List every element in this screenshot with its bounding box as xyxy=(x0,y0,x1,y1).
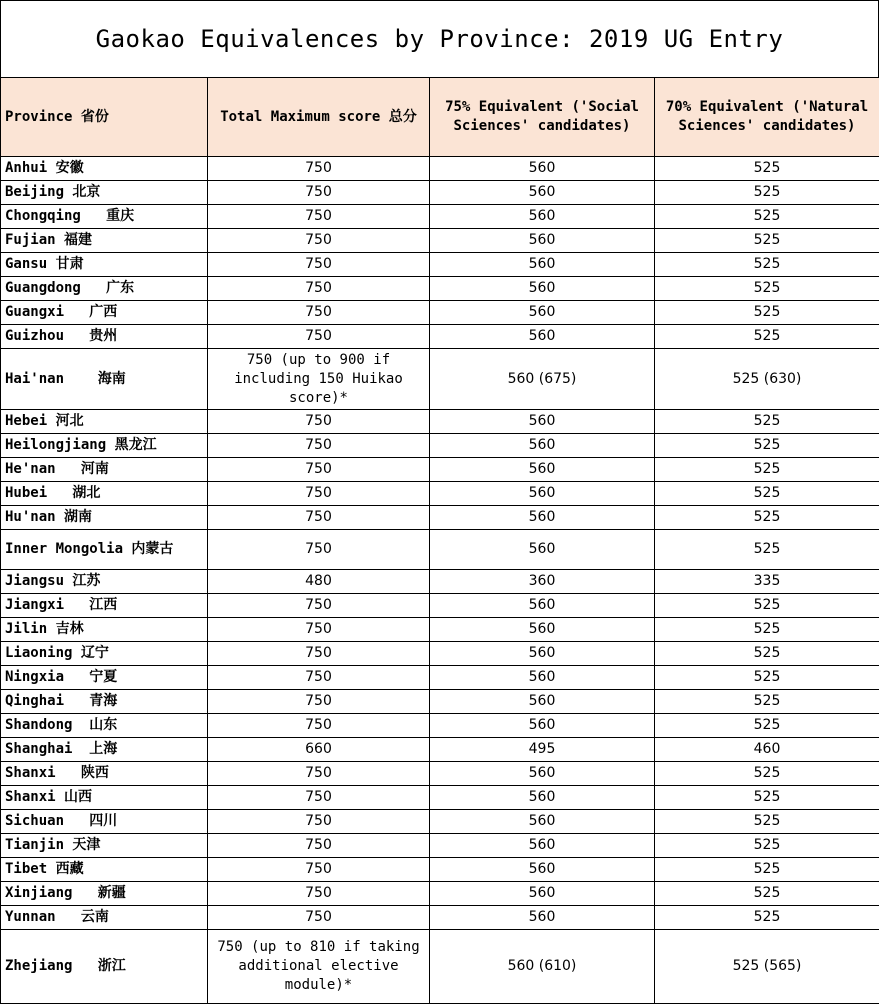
province-cell: Hebei 河北 xyxy=(1,410,208,434)
total-cell: 750 xyxy=(208,530,430,570)
pct75-cell: 560 xyxy=(430,325,655,349)
pct75-cell: 560 xyxy=(430,762,655,786)
province-cell: Liaoning 辽宁 xyxy=(1,642,208,666)
total-cell: 750 xyxy=(208,229,430,253)
province-cell: Shanghai 上海 xyxy=(1,738,208,762)
pct75-cell: 560 xyxy=(430,882,655,906)
table-row xyxy=(1,157,879,181)
table-row xyxy=(1,594,879,618)
pct70-cell: 525 xyxy=(655,253,879,277)
header-row xyxy=(1,78,879,157)
pct75-cell: 560 xyxy=(430,482,655,506)
total-cell: 750 xyxy=(208,325,430,349)
pct70-cell: 525 xyxy=(655,786,879,810)
province-cell: He'nan 河南 xyxy=(1,458,208,482)
table-row xyxy=(1,325,879,349)
total-cell: 750 xyxy=(208,810,430,834)
pct70-cell: 525 xyxy=(655,642,879,666)
table-row xyxy=(1,762,879,786)
pct70-cell: 525 xyxy=(655,858,879,882)
table-row xyxy=(1,786,879,810)
pct70-cell: 525 xyxy=(655,325,879,349)
pct75-cell: 560 xyxy=(430,301,655,325)
table-row xyxy=(1,181,879,205)
total-cell: 750 xyxy=(208,434,430,458)
total-cell: 750 xyxy=(208,594,430,618)
pct70-cell: 525 xyxy=(655,530,879,570)
table-row xyxy=(1,482,879,506)
total-cell: 750 xyxy=(208,482,430,506)
pct70-cell: 525 xyxy=(655,482,879,506)
pct70-cell: 525 xyxy=(655,434,879,458)
pct75-cell: 560 xyxy=(430,229,655,253)
total-cell: 750 xyxy=(208,762,430,786)
province-cell: Sichuan 四川 xyxy=(1,810,208,834)
province-cell: Shandong 山东 xyxy=(1,714,208,738)
pct75-cell: 560 xyxy=(430,618,655,642)
province-cell: Yunnan 云南 xyxy=(1,906,208,930)
province-cell: Ningxia 宁夏 xyxy=(1,666,208,690)
table-row xyxy=(1,458,879,482)
total-cell: 750 xyxy=(208,205,430,229)
total-cell: 750 xyxy=(208,181,430,205)
pct70-cell: 525 xyxy=(655,594,879,618)
pct75-cell: 560 xyxy=(430,858,655,882)
table-row xyxy=(1,506,879,530)
pct70-cell: 525 xyxy=(655,277,879,301)
total-cell: 750 xyxy=(208,253,430,277)
table-row xyxy=(1,738,879,762)
total-cell: 750 xyxy=(208,858,430,882)
header-province: Province 省份 xyxy=(1,78,208,157)
pct75-cell: 560 xyxy=(430,253,655,277)
pct70-cell: 460 xyxy=(655,738,879,762)
pct75-cell: 560 xyxy=(430,181,655,205)
total-cell: 750 xyxy=(208,906,430,930)
table-row xyxy=(1,666,879,690)
province-cell: Chongqing 重庆 xyxy=(1,205,208,229)
pct70-cell: 525 xyxy=(655,906,879,930)
table-row xyxy=(1,906,879,930)
table-row xyxy=(1,618,879,642)
header-total: Total Maximum score 总分 xyxy=(208,78,430,157)
pct75-cell: 560 xyxy=(430,410,655,434)
pct75-cell: 560 xyxy=(430,834,655,858)
table-row xyxy=(1,349,879,410)
header-70-equivalent: 70% Equivalent ('Natural Sciences' candidates) xyxy=(655,78,879,157)
pct75-cell: 560 (610) xyxy=(430,930,655,1004)
table-row xyxy=(1,570,879,594)
table-row xyxy=(1,834,879,858)
province-cell: Qinghai 青海 xyxy=(1,690,208,714)
table-row xyxy=(1,277,879,301)
pct70-cell: 525 xyxy=(655,762,879,786)
total-cell: 750 (up to 810 if taking additional elective module)* xyxy=(208,930,430,1004)
total-cell: 750 xyxy=(208,506,430,530)
province-cell: Jiangsu 江苏 xyxy=(1,570,208,594)
total-cell: 750 xyxy=(208,714,430,738)
province-cell: Gansu 甘肃 xyxy=(1,253,208,277)
pct75-cell: 560 xyxy=(430,594,655,618)
province-cell: Hubei 湖北 xyxy=(1,482,208,506)
gaokao-table xyxy=(0,77,879,1004)
pct75-cell: 560 xyxy=(430,810,655,834)
table-row xyxy=(1,253,879,277)
province-cell: Anhui 安徽 xyxy=(1,157,208,181)
province-cell: Jilin 吉林 xyxy=(1,618,208,642)
table-row xyxy=(1,690,879,714)
total-cell: 750 xyxy=(208,458,430,482)
pct75-cell: 560 (675) xyxy=(430,349,655,410)
table-row xyxy=(1,882,879,906)
pct70-cell: 525 xyxy=(655,157,879,181)
pct75-cell: 560 xyxy=(430,277,655,301)
pct75-cell: 560 xyxy=(430,906,655,930)
province-cell: Hu'nan 湖南 xyxy=(1,506,208,530)
total-cell: 750 xyxy=(208,277,430,301)
total-cell: 750 xyxy=(208,410,430,434)
table-row xyxy=(1,930,879,1004)
pct75-cell: 360 xyxy=(430,570,655,594)
table-row xyxy=(1,434,879,458)
province-cell: Hai'nan 海南 xyxy=(1,349,208,410)
pct70-cell: 525 (630) xyxy=(655,349,879,410)
pct70-cell: 525 xyxy=(655,666,879,690)
table-row xyxy=(1,810,879,834)
pct70-cell: 525 xyxy=(655,205,879,229)
province-cell: Xinjiang 新疆 xyxy=(1,882,208,906)
pct75-cell: 560 xyxy=(430,506,655,530)
province-cell: Fujian 福建 xyxy=(1,229,208,253)
pct75-cell: 560 xyxy=(430,434,655,458)
pct70-cell: 525 xyxy=(655,181,879,205)
table-body xyxy=(1,157,879,1004)
province-cell: Guizhou 贵州 xyxy=(1,325,208,349)
pct75-cell: 560 xyxy=(430,690,655,714)
table-row xyxy=(1,714,879,738)
pct75-cell: 560 xyxy=(430,786,655,810)
total-cell: 480 xyxy=(208,570,430,594)
pct70-cell: 525 xyxy=(655,882,879,906)
province-cell: Jiangxi 江西 xyxy=(1,594,208,618)
table-row xyxy=(1,642,879,666)
total-cell: 750 (up to 900 if including 150 Huikao score)* xyxy=(208,349,430,410)
province-cell: Tibet 西藏 xyxy=(1,858,208,882)
pct70-cell: 525 xyxy=(655,690,879,714)
pct70-cell: 335 xyxy=(655,570,879,594)
province-cell: Tianjin 天津 xyxy=(1,834,208,858)
pct70-cell: 525 xyxy=(655,229,879,253)
total-cell: 750 xyxy=(208,618,430,642)
table-row xyxy=(1,410,879,434)
pct75-cell: 560 xyxy=(430,642,655,666)
province-cell: Shanxi 陕西 xyxy=(1,762,208,786)
pct75-cell: 560 xyxy=(430,714,655,738)
pct70-cell: 525 xyxy=(655,618,879,642)
province-cell: Guangdong 广东 xyxy=(1,277,208,301)
total-cell: 750 xyxy=(208,834,430,858)
pct70-cell: 525 xyxy=(655,834,879,858)
pct75-cell: 560 xyxy=(430,530,655,570)
province-cell: Shanxi 山西 xyxy=(1,786,208,810)
total-cell: 750 xyxy=(208,690,430,714)
pct70-cell: 525 xyxy=(655,301,879,325)
pct75-cell: 560 xyxy=(430,666,655,690)
pct75-cell: 560 xyxy=(430,205,655,229)
table-row xyxy=(1,205,879,229)
province-cell: Beijing 北京 xyxy=(1,181,208,205)
pct70-cell: 525 xyxy=(655,810,879,834)
table-title: Gaokao Equivalences by Province: 2019 UG Entry xyxy=(0,0,879,77)
pct70-cell: 525 xyxy=(655,410,879,434)
table-row xyxy=(1,301,879,325)
province-cell: Zhejiang 浙江 xyxy=(1,930,208,1004)
total-cell: 750 xyxy=(208,642,430,666)
table-row xyxy=(1,530,879,570)
total-cell: 750 xyxy=(208,157,430,181)
pct75-cell: 495 xyxy=(430,738,655,762)
pct70-cell: 525 (565) xyxy=(655,930,879,1004)
pct70-cell: 525 xyxy=(655,506,879,530)
total-cell: 750 xyxy=(208,301,430,325)
total-cell: 660 xyxy=(208,738,430,762)
pct70-cell: 525 xyxy=(655,458,879,482)
total-cell: 750 xyxy=(208,786,430,810)
province-cell: Guangxi 广西 xyxy=(1,301,208,325)
pct75-cell: 560 xyxy=(430,458,655,482)
pct75-cell: 560 xyxy=(430,157,655,181)
header-75-equivalent: 75% Equivalent ('Social Sciences' candidates) xyxy=(430,78,655,157)
province-cell: Heilongjiang 黑龙江 xyxy=(1,434,208,458)
pct70-cell: 525 xyxy=(655,714,879,738)
table-row xyxy=(1,229,879,253)
total-cell: 750 xyxy=(208,882,430,906)
province-cell: Inner Mongolia 内蒙古 xyxy=(1,530,208,570)
total-cell: 750 xyxy=(208,666,430,690)
table-row xyxy=(1,858,879,882)
